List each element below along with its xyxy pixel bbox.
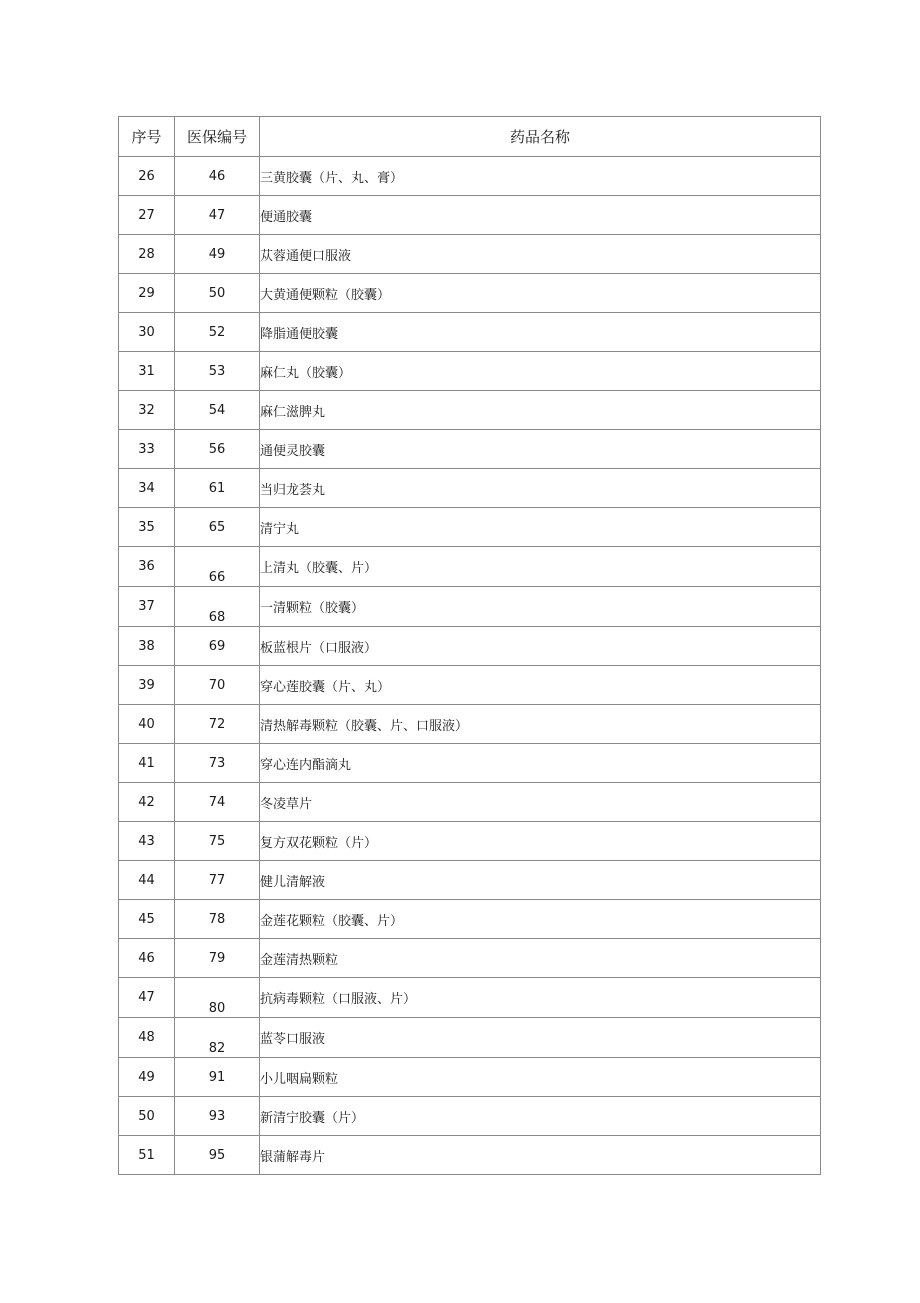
row-drug-name: 穿心连内酯滴丸	[260, 744, 821, 783]
row-seq: 37	[119, 587, 175, 627]
row-seq: 26	[119, 157, 175, 196]
row-seq: 28	[119, 235, 175, 274]
row-drug-name: 穿心莲胶囊（片、丸）	[260, 666, 821, 705]
table-row	[119, 705, 821, 744]
row-insurance-code: 46	[175, 157, 260, 196]
row-insurance-code: 91	[175, 1058, 260, 1097]
table-row	[119, 939, 821, 978]
row-drug-name: 便通胶囊	[260, 196, 821, 235]
table-row	[119, 1136, 821, 1175]
table-row	[119, 783, 821, 822]
row-insurance-code: 82	[175, 1018, 260, 1058]
row-insurance-code: 95	[175, 1136, 260, 1175]
table-row	[119, 352, 821, 391]
row-seq: 44	[119, 861, 175, 900]
row-drug-name: 小儿咽扁颗粒	[260, 1058, 821, 1097]
table-row	[119, 1018, 821, 1058]
table-row	[119, 547, 821, 587]
table-row	[119, 744, 821, 783]
row-insurance-code: 47	[175, 196, 260, 235]
row-drug-name: 复方双花颗粒（片）	[260, 822, 821, 861]
table-row	[119, 430, 821, 469]
row-drug-name: 抗病毒颗粒（口服液、片）	[260, 978, 821, 1018]
row-seq: 41	[119, 744, 175, 783]
row-seq: 33	[119, 430, 175, 469]
row-seq: 51	[119, 1136, 175, 1175]
row-insurance-code: 65	[175, 508, 260, 547]
row-drug-name: 麻仁丸（胶囊）	[260, 352, 821, 391]
table-row	[119, 469, 821, 508]
row-drug-name: 上清丸（胶囊、片）	[260, 547, 821, 587]
table-row	[119, 508, 821, 547]
row-seq: 40	[119, 705, 175, 744]
row-insurance-code: 69	[175, 627, 260, 666]
row-drug-name: 金莲清热颗粒	[260, 939, 821, 978]
row-seq: 48	[119, 1018, 175, 1058]
table-row	[119, 196, 821, 235]
row-insurance-code: 73	[175, 744, 260, 783]
row-insurance-code: 56	[175, 430, 260, 469]
table-row	[119, 157, 821, 196]
row-insurance-code: 93	[175, 1097, 260, 1136]
row-seq: 39	[119, 666, 175, 705]
row-seq: 42	[119, 783, 175, 822]
row-insurance-code: 77	[175, 861, 260, 900]
row-seq: 31	[119, 352, 175, 391]
row-drug-name: 清热解毒颗粒（胶囊、片、口服液）	[260, 705, 821, 744]
row-insurance-code: 61	[175, 469, 260, 508]
row-insurance-code: 79	[175, 939, 260, 978]
row-seq: 27	[119, 196, 175, 235]
row-insurance-code: 75	[175, 822, 260, 861]
table-row	[119, 861, 821, 900]
drug-list-table	[118, 116, 821, 1175]
row-insurance-code: 68	[175, 587, 260, 627]
table-row	[119, 822, 821, 861]
row-drug-name: 三黄胶囊（片、丸、膏）	[260, 157, 821, 196]
row-seq: 35	[119, 508, 175, 547]
row-drug-name: 板蓝根片（口服液）	[260, 627, 821, 666]
row-seq: 45	[119, 900, 175, 939]
table-row	[119, 235, 821, 274]
row-seq: 36	[119, 547, 175, 587]
table-row	[119, 313, 821, 352]
row-drug-name: 新清宁胶囊（片）	[260, 1097, 821, 1136]
table-row	[119, 391, 821, 430]
table-header-row	[119, 117, 821, 157]
row-insurance-code: 50	[175, 274, 260, 313]
row-drug-name: 蓝苓口服液	[260, 1018, 821, 1058]
row-seq: 38	[119, 627, 175, 666]
row-seq: 46	[119, 939, 175, 978]
table-row	[119, 1097, 821, 1136]
row-insurance-code: 78	[175, 900, 260, 939]
row-insurance-code: 54	[175, 391, 260, 430]
row-seq: 34	[119, 469, 175, 508]
row-insurance-code: 74	[175, 783, 260, 822]
row-drug-name: 冬凌草片	[260, 783, 821, 822]
table-body	[119, 157, 821, 1175]
table-row	[119, 587, 821, 627]
table-row	[119, 274, 821, 313]
header-name: 药品名称	[260, 117, 821, 157]
row-seq: 43	[119, 822, 175, 861]
row-drug-name: 苁蓉通便口服液	[260, 235, 821, 274]
row-drug-name: 清宁丸	[260, 508, 821, 547]
row-insurance-code: 80	[175, 978, 260, 1018]
table-row	[119, 1058, 821, 1097]
row-insurance-code: 72	[175, 705, 260, 744]
row-seq: 30	[119, 313, 175, 352]
row-drug-name: 金莲花颗粒（胶囊、片）	[260, 900, 821, 939]
row-drug-name: 一清颗粒（胶囊）	[260, 587, 821, 627]
table-row	[119, 666, 821, 705]
row-seq: 49	[119, 1058, 175, 1097]
row-insurance-code: 52	[175, 313, 260, 352]
table-row	[119, 900, 821, 939]
row-seq: 32	[119, 391, 175, 430]
row-drug-name: 大黄通便颗粒（胶囊）	[260, 274, 821, 313]
row-drug-name: 通便灵胶囊	[260, 430, 821, 469]
row-drug-name: 降脂通便胶囊	[260, 313, 821, 352]
row-drug-name: 麻仁滋脾丸	[260, 391, 821, 430]
row-insurance-code: 70	[175, 666, 260, 705]
row-drug-name: 健儿清解液	[260, 861, 821, 900]
row-drug-name: 当归龙荟丸	[260, 469, 821, 508]
row-seq: 50	[119, 1097, 175, 1136]
row-seq: 47	[119, 978, 175, 1018]
header-seq: 序号	[119, 117, 175, 157]
row-drug-name: 银蒲解毒片	[260, 1136, 821, 1175]
row-insurance-code: 53	[175, 352, 260, 391]
row-insurance-code: 49	[175, 235, 260, 274]
table-row	[119, 627, 821, 666]
header-code: 医保编号	[175, 117, 260, 157]
table-row	[119, 978, 821, 1018]
row-seq: 29	[119, 274, 175, 313]
row-insurance-code: 66	[175, 547, 260, 587]
